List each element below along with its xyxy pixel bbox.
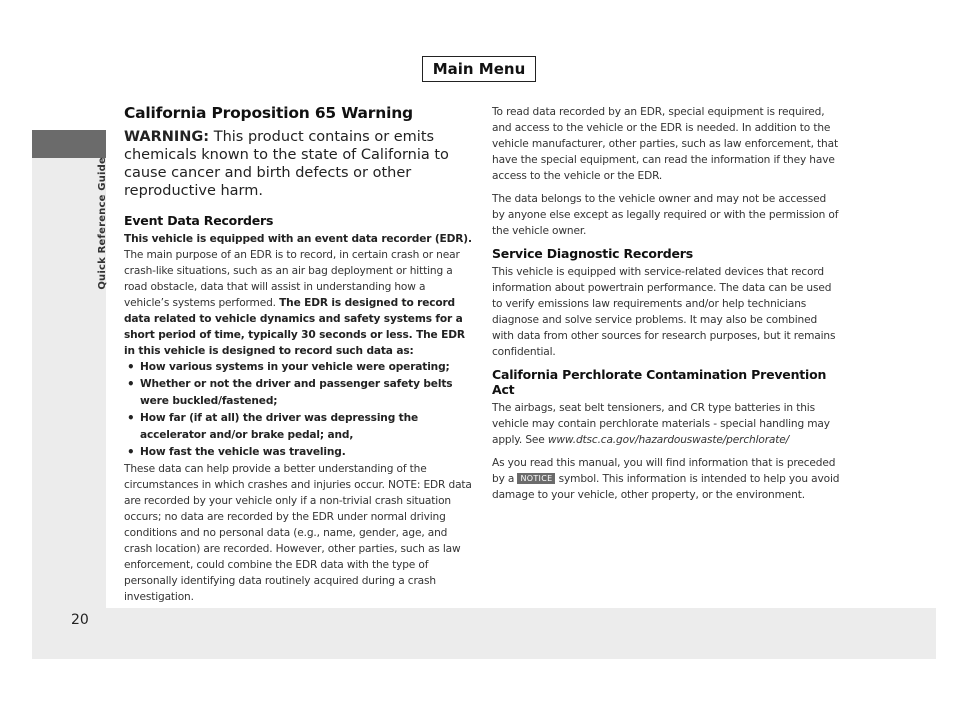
edr-access-paragraph: To read data recorded by an EDR, special equipment is required, and access to the vehicle or the EDR is needed. In addition to the vehicle manufacturer, other parties, such as law enforcement, that have the special equipment, can read the information if they have access to the vehicle or the EDR.	[492, 106, 838, 182]
footer-bar	[32, 608, 936, 659]
perchlorate-heading: California Perchlorate Contamination Prevention Act	[492, 367, 827, 397]
edr-bullet-list	[124, 359, 472, 461]
notice-pre-text: As you read this manual, you will find information that is preceded by a	[492, 457, 836, 485]
notice-paragraph	[492, 455, 840, 503]
list-item: • How various systems in your vehicle were operating;	[124, 359, 472, 376]
perchlorate-body	[492, 400, 840, 448]
warning-text: This product contains or emits chemicals known to the state of California to cause cancer and birth defects or other reproductive harm.	[124, 129, 449, 199]
prop65-warning	[124, 128, 472, 200]
edr-ownership-paragraph: The data belongs to the vehicle owner and may not be accessed by anyone else except as legally required or with the permission of the vehicle owner.	[492, 193, 839, 237]
notice-post-text: symbol. This information is intended to help you avoid damage to your vehicle, other property, or the environment.	[492, 473, 840, 501]
main-menu-button[interactable]: Main Menu	[422, 56, 536, 82]
edr-body-1-bold: The EDR is designed to record data related to vehicle dynamics and safety systems for a short period of time, typically 30 seconds or less. The EDR in this vehicle is designed to record such data as:	[124, 297, 465, 357]
list-item: • How far (if at all) the driver was depressing the accelerator and/or brake pedal; and,	[124, 410, 472, 444]
sidebar-tab-marker	[32, 130, 106, 158]
prop65-heading: California Proposition 65 Warning	[124, 104, 413, 122]
sidebar-panel	[32, 158, 106, 608]
edr-body-1-text: The main purpose of an EDR is to record, in certain crash or near crash-like situations, such as an air bag deployment or hitting a road obstacle, data that will assist in understanding how a vehicle’s systems performed.	[124, 249, 460, 309]
edr-body-2: These data can help provide a better understanding of the circumstances in which crashes and injuries occur. NOTE: EDR data are recorded by your vehicle only if a non-trivial crash situation occurs; no data are recorded by the EDR under normal driving conditions and no personal data (e.g., name, gender, age, and crash location) are recorded. However, other parties, such as law enforcement, could combine the EDR data with the type of personally identifying data routinely acquired during a crash investigation.	[124, 463, 472, 603]
perchlorate-link[interactable]: www.dtsc.ca.gov/hazardouswaste/perchlorate/	[547, 434, 790, 446]
list-item: • Whether or not the driver and passenger safety belts were buckled/fastened;	[124, 376, 472, 410]
perchlorate-text: The airbags, seat belt tensioners, and CR type batteries in this vehicle may contain perchlorate materials - special handling may apply. See	[492, 402, 830, 446]
sdr-heading: Service Diagnostic Recorders	[492, 246, 694, 261]
notice-badge: NOTICE	[517, 473, 555, 484]
edr-heading: Event Data Recorders	[124, 213, 274, 228]
right-column	[492, 104, 840, 503]
edr-lead: This vehicle is equipped with an event data recorder (EDR).	[124, 233, 472, 245]
warning-label: WARNING:	[124, 129, 210, 145]
page-number: 20	[71, 612, 89, 628]
sdr-body: This vehicle is equipped with service-related devices that record information about powertrain performance. The data can be used to verify emissions law requirements and/or help technicians diagnose and solve service problems. It may also be combined with data from other sources for research purposes, but it remains confidential.	[492, 266, 836, 358]
edr-body-1	[124, 247, 472, 359]
list-item: • How fast the vehicle was traveling.	[124, 444, 472, 461]
sidebar-section-label: Quick Reference Guide	[97, 157, 108, 290]
left-column	[124, 104, 472, 605]
